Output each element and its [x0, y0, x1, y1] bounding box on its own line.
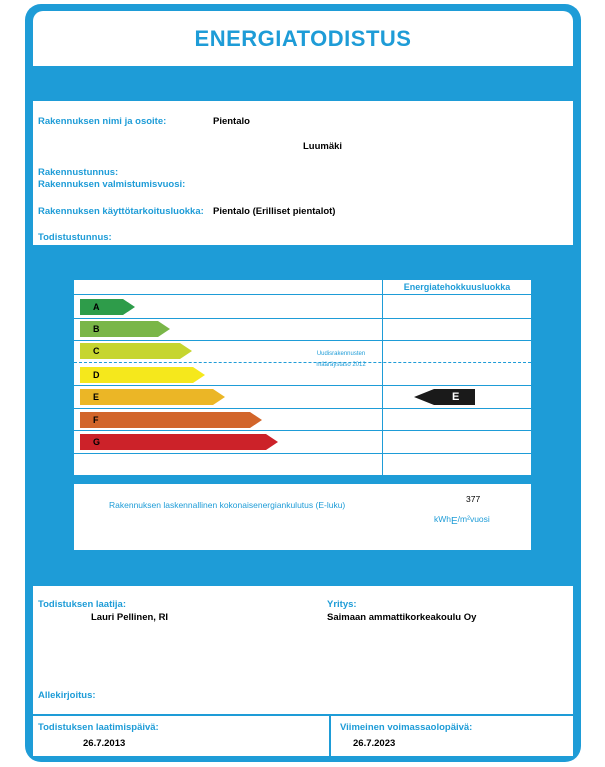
building-class-label: Rakennuksen käyttötarkoitusluokka:	[38, 206, 204, 217]
class-letter: C	[93, 346, 100, 356]
building-class-value: Pientalo (Erilliset pientalot)	[213, 206, 336, 217]
class-letter: G	[93, 437, 101, 447]
building-address-value: Luumäki	[303, 141, 343, 152]
building-name-value: Pientalo	[213, 116, 250, 127]
company-label: Yritys:	[327, 599, 357, 610]
energy-value-box	[74, 484, 531, 550]
building-info-panel	[33, 101, 573, 245]
issue-date-label: Todistuksen laatimispäivä:	[38, 722, 159, 733]
author-label: Todistuksen laatija:	[38, 599, 126, 610]
valid-until-value: 26.7.2023	[353, 738, 396, 749]
title-box	[33, 11, 573, 66]
class-arrow-a	[80, 299, 135, 315]
author-value: Lauri Pellinen, RI	[91, 612, 169, 623]
valid-until-label: Viimeinen voimassaolopäivä:	[340, 722, 473, 733]
certificate-id-label: Todistustunnus:	[38, 232, 112, 243]
class-arrow-b	[80, 321, 170, 337]
class-arrow-c	[80, 343, 192, 359]
class-arrow-g	[80, 434, 278, 450]
energy-class-chart	[74, 279, 531, 476]
class-arrow-e	[80, 389, 225, 405]
building-name-label: Rakennuksen nimi ja osoite:	[38, 116, 167, 127]
building-year-label: Rakennuksen valmistumisvuosi:	[38, 179, 186, 190]
class-letter: F	[93, 415, 99, 425]
company-value: Saimaan ammattikorkeakoulu Oy	[327, 612, 477, 623]
energy-unit: kWhE/m²vuosi	[434, 514, 490, 527]
energy-value: 377	[466, 494, 481, 504]
energy-value-label: Rakennuksen laskennallinen kokonaisenergiankulutus (E-luku)	[109, 500, 346, 510]
class-letter: E	[93, 392, 100, 402]
issuer-panel	[33, 586, 573, 756]
energy-class-column-header: Energiatehokkuusluokka	[403, 282, 511, 292]
class-letter: A	[93, 302, 100, 312]
rating-letter: E	[452, 391, 460, 403]
class-arrow-f	[80, 412, 262, 428]
reference-note: Uudisrakennusten määräystaso 2012	[316, 351, 366, 368]
class-arrow-d	[80, 367, 205, 383]
class-letter: D	[93, 370, 100, 380]
page-title: ENERGIATODISTUS	[194, 25, 412, 51]
reference-dashed-line	[74, 362, 531, 363]
building-id-label: Rakennustunnus:	[38, 167, 119, 178]
issue-date-value: 26.7.2013	[83, 738, 126, 749]
class-letter: B	[93, 324, 100, 334]
signature-label: Allekirjoitus:	[38, 690, 96, 701]
rating-arrow	[414, 389, 475, 405]
